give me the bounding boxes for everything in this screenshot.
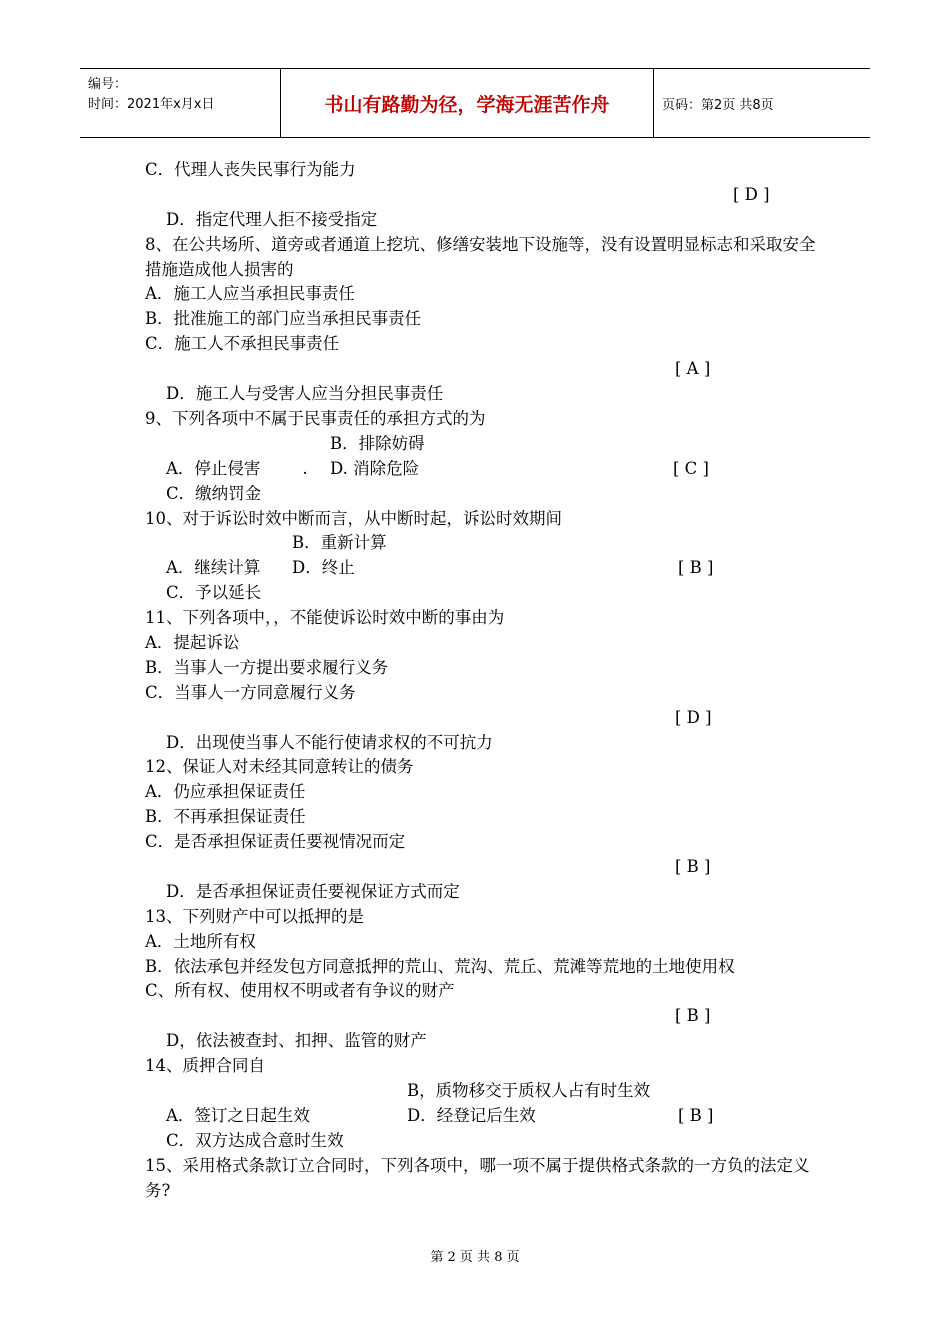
q13-option-d: D，依法被查封、扣押、监管的财产 [165, 1031, 427, 1051]
q10-row-cd [145, 556, 825, 603]
code-label: 编号： [88, 77, 128, 92]
q11-option-c: C．当事人一方同意履行义务 [145, 682, 356, 702]
q14-option-b: B，质物移交于质权人占有时生效 [407, 1081, 651, 1100]
q10-option-c: C．予以延长 [165, 583, 262, 603]
q8-option-b: B．批准施工的部门应当承担民事责任 [145, 309, 422, 329]
q10-answer: [ B ] [678, 558, 714, 578]
q9-option-d: D. 消除危险 [330, 458, 420, 478]
q13-option-d-row [145, 1004, 825, 1051]
q13-option-a: A．土地所有权 [145, 931, 256, 951]
q7-option-c: C．代理人丧失民事行为能力 [145, 160, 356, 179]
q10-option-d: D．终止 [292, 558, 355, 578]
document-body [145, 158, 825, 1203]
q11-answer: [ D ] [675, 707, 712, 727]
q11-option-d-row [145, 706, 825, 752]
time-label: 时间：2021年x月x日 [88, 97, 215, 112]
q8-stem: 8、在公共场所、道旁或者通道上挖坑、修缮安装地下设施等，没有设置明显标志和采取安全措施造成他人损害的 [145, 234, 816, 279]
q11-option-a: A．提起诉讼 [145, 632, 240, 652]
q7-answer: [ D ] [733, 184, 770, 204]
q12-option-a: A．仍应承担保证责任 [145, 782, 306, 802]
header-motto: 书山有路勤为径，学海无涯苦作舟 [281, 69, 654, 137]
q12-answer: [ B ] [675, 856, 711, 876]
q9-option-a: A．停止侵害 . [165, 458, 308, 478]
q8-option-d-row [145, 357, 825, 404]
q9-option-c: C．缴纳罚金 [165, 483, 262, 503]
q14-option-a: A．签订之日起生效 [165, 1105, 310, 1125]
q8-option-c: C．施工人不承担民事责任 [145, 334, 340, 354]
q14-answer: [ B ] [678, 1105, 714, 1125]
q15-stem: 15、采用格式条款订立合同时，下列各项中，哪一项不属于提供格式条款的一方负的法定义务? [145, 1155, 810, 1200]
q13-option-b: B．依法承包并经发包方同意抵押的荒山、荒沟、荒丘、荒滩等荒地的土地使用权 [145, 956, 735, 976]
q12-option-c: C．是否承担保证责任要视情况而定 [145, 832, 406, 852]
page-footer: 第 2 页 共 8 页 [430, 1250, 520, 1265]
q13-stem: 13、下列财产中可以抵押的是 [145, 906, 364, 926]
q12-option-d-row [145, 855, 825, 901]
header-meta [80, 69, 281, 137]
q8-answer: [ A ] [675, 359, 711, 379]
q11-stem: 11、下列各项中，，不能使诉讼时效中断的事由为 [145, 608, 505, 628]
q8-option-d: D．施工人与受害人应当分担民事责任 [165, 384, 444, 404]
q10-option-a: A．继续计算 [165, 558, 261, 578]
page-header [80, 68, 870, 138]
q7-option-d-row [145, 183, 825, 229]
q8-option-a: A．施工人应当承担民事责任 [145, 284, 355, 304]
q12-option-b: B．不再承担保证责任 [145, 807, 306, 827]
q14-row-cd [145, 1104, 825, 1150]
q14-stem: 14、质押合同自 [145, 1056, 265, 1076]
q9-stem: 9、下列各项中不属于民事责任的承担方式的为 [145, 408, 486, 428]
q9-row-cd [145, 457, 825, 503]
q14-option-d: D．经登记后生效 [407, 1105, 536, 1125]
q14-option-c: C．双方达成合意时生效 [165, 1130, 344, 1150]
q10-option-b: B．重新计算 [292, 533, 387, 553]
header-page-info: 页码：第2页 共8页 [662, 97, 774, 113]
q12-option-d: D．是否承担保证责任要视保证方式而定 [165, 881, 460, 901]
q11-option-d: D．出现使当事人不能行使请求权的不可抗力 [165, 732, 493, 752]
q9-option-b: B．排除妨碍 [330, 433, 425, 453]
q10-stem: 10、对于诉讼时效中断而言，从中断时起，诉讼时效期间 [145, 508, 562, 528]
q9-answer: [ C ] [673, 458, 709, 478]
q13-answer: [ B ] [675, 1006, 711, 1026]
q7-option-d: D．指定代理人拒不接受指定 [165, 209, 378, 229]
q11-option-b: B．当事人一方提出要求履行义务 [145, 657, 389, 677]
q12-stem: 12、保证人对未经其同意转让的债务 [145, 757, 414, 777]
q13-option-c: C、所有权、使用权不明或者有争议的财产 [145, 981, 455, 1001]
